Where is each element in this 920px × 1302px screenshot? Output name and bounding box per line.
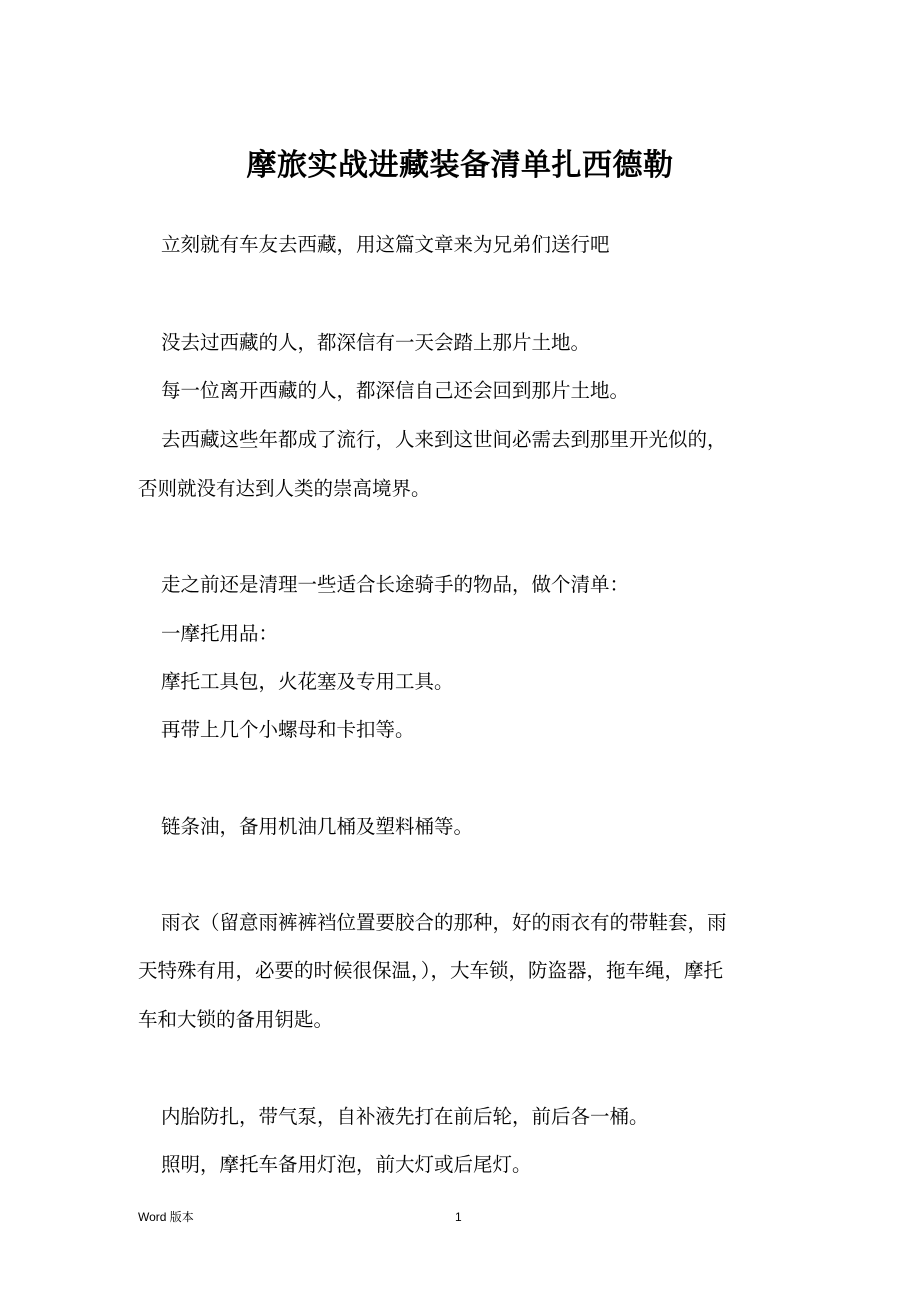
- list-item: 再带上几个小螺母和卡扣等。: [161, 718, 415, 741]
- paragraph-line: 天特殊有用，必要的时候很保温，），大车锁，防盗器，拖车绳，摩托: [138, 959, 724, 982]
- paragraph-line: 没去过西藏的人，都深信有一天会踏上那片土地。: [161, 331, 591, 354]
- page-title: 摩旅实战进藏装备清单扎西德勒: [246, 148, 674, 183]
- list-item: 摩托工具包，火花塞及专用工具。: [161, 670, 454, 693]
- list-item: 内胎防扎，带气泵，自补液先打在前后轮，前后各一桶。: [161, 1105, 649, 1128]
- paragraph-line: 雨衣（留意雨裤裤裆位置要胶合的那种，好的雨衣有的带鞋套，雨: [161, 911, 727, 934]
- paragraph-line: 每一位离开西藏的人，都深信自己还会回到那片土地。: [161, 379, 630, 402]
- paragraph-line: 车和大锁的备用钥匙。: [138, 1008, 334, 1031]
- page-number: 1: [455, 1210, 462, 1224]
- paragraph-line: 去西藏这些年都成了流行，人来到这世间必需去到那里开光似的，: [161, 428, 727, 451]
- list-item: 链条油，备用机油几桶及塑料桶等。: [161, 815, 474, 838]
- paragraph-intro: 立刻就有车友去西藏，用这篇文章来为兄弟们送行吧: [161, 233, 610, 256]
- section-heading: 一摩托用品：: [161, 622, 279, 645]
- paragraph-line: 否则就没有达到人类的崇高境界。: [138, 477, 431, 500]
- paragraph-line: 走之前还是清理一些适合长途骑手的物品，做个清单：: [161, 573, 630, 596]
- footer-version-label: Word 版本: [138, 1210, 194, 1224]
- list-item: 照明，摩托车备用灯泡，前大灯或后尾灯。: [161, 1153, 532, 1176]
